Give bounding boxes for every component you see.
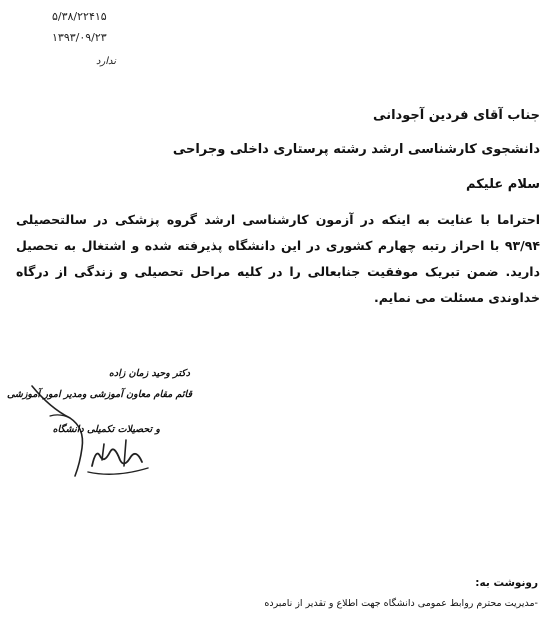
letter-date: ۱۳۹۳/۰۹/۲۳ — [52, 31, 107, 44]
signatory-name: دکتر وحید زمان زاده — [108, 368, 190, 379]
recipient-program: دانشجوی کارشناسی ارشد رشته پرستاری داخلی وجراحی — [172, 142, 540, 157]
signatory-title: قائم مقام معاون آموزشی ومدیر امور آموزشی — [6, 389, 192, 400]
letter-attachment: ندارد — [96, 56, 117, 67]
cc-label: رونوشت به: — [475, 577, 538, 589]
recipient-name: جناب آقای فردین آجودانی — [373, 108, 540, 123]
cc-recipient: -مدیریت محترم روابط عمومی دانشگاه جهت اطلاع و تقدیر از نامبرده — [264, 598, 538, 609]
letter-body: احتراما با عنایت به اینکه در آزمون کارشناسی ارشد گروه پزشکی در سالتحصیلی ۹۳/۹۴ با احراز رتبه چهارم کشوری در این دانشگاه پذیرفته شده و اشتغال به تحصیل دارید. ضمن تبریک موفقیت جنابعالی را در کلیه مراحل تحصیلی و زندگی از درگاه خداوندی مسئلت می نمایم. — [16, 212, 540, 305]
signatory-title-continued: و تحصیلات تکمیلی دانشگاه — [52, 424, 160, 435]
letter-number: ۵/۳۸/۲۲۴۱۵ — [52, 10, 107, 23]
greeting: سلام علیکم — [466, 177, 540, 192]
signature-block — [6, 368, 192, 483]
